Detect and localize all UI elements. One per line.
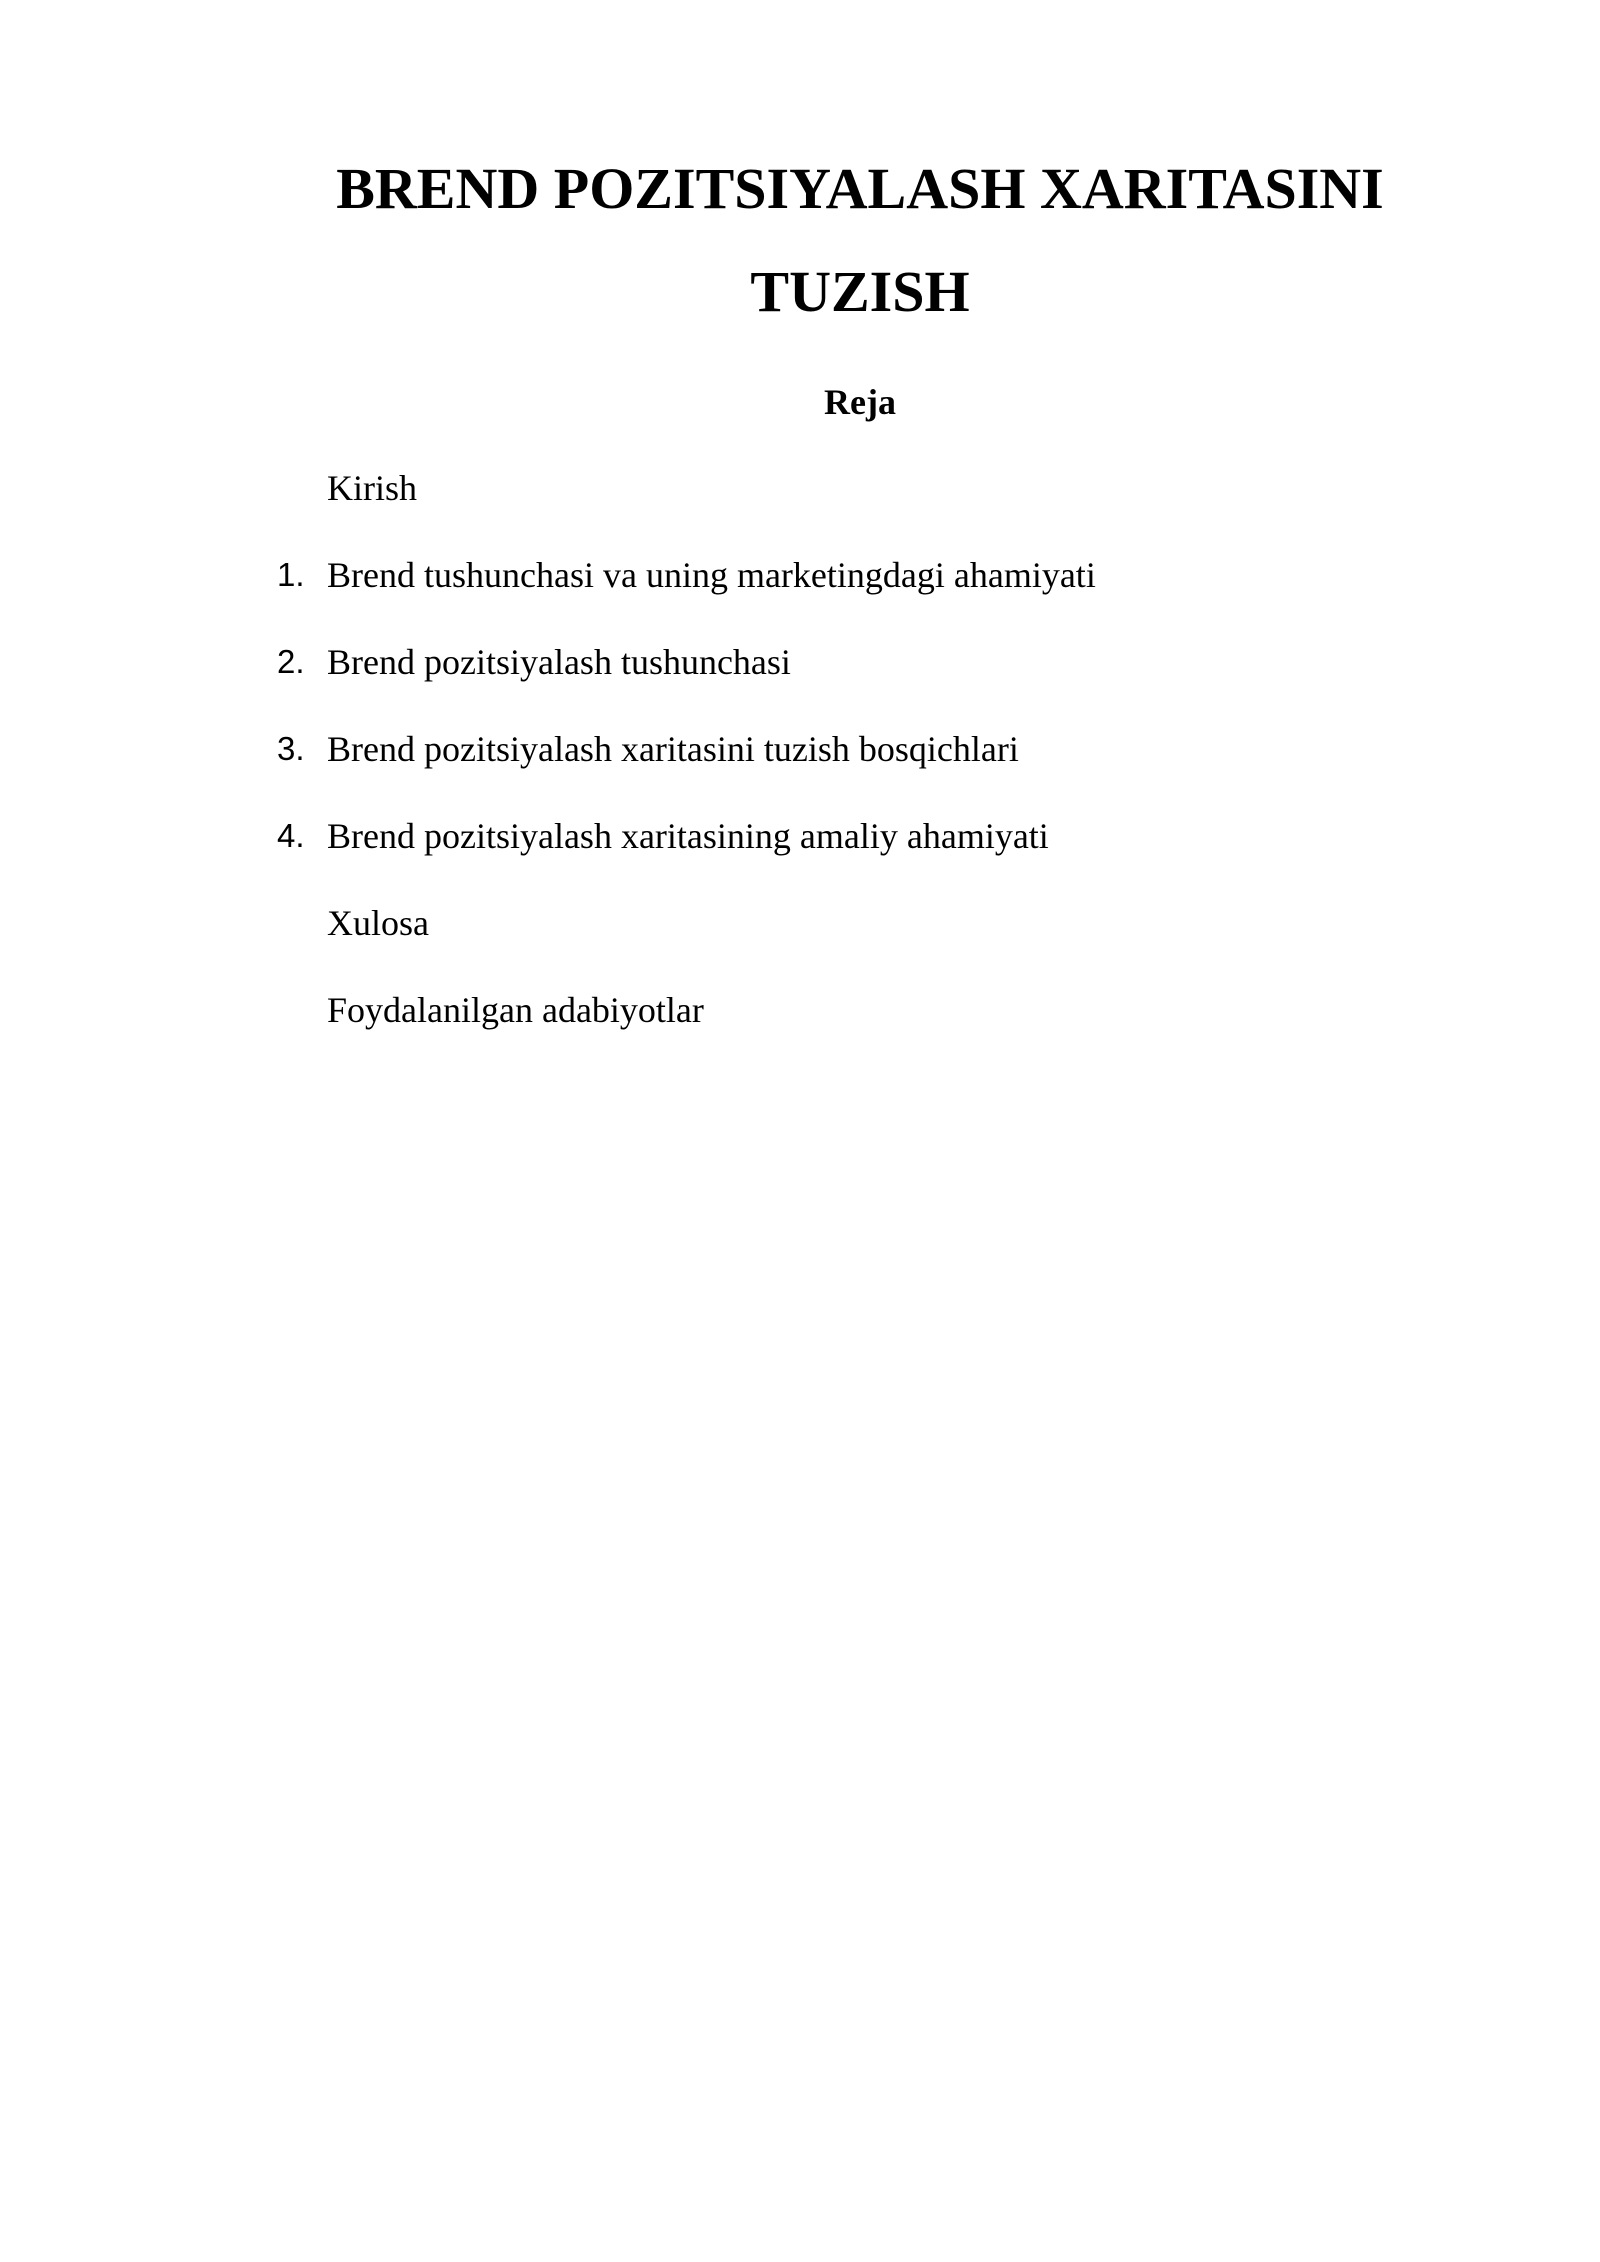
toc-item-number: 1. [277,556,305,593]
toc-item-text: Brend pozitsiyalash xaritasining amaliy ahamiyati [327,816,1049,856]
toc-item-text: Xulosa [327,903,429,943]
toc-item-text: Foydalanilgan adabiyotlar [327,990,704,1030]
toc-item-number: 4. [277,817,305,854]
toc-item-text: Brend tushunchasi va uning marketingdagi ahamiyati [327,555,1096,595]
toc-item-text: Brend pozitsiyalash tushunchasi [327,642,791,682]
document-title-line-2: TUZISH [750,259,970,324]
toc-item-number: 2. [277,643,305,680]
plan-heading: Reja [824,382,896,422]
toc-item-number: 3. [277,730,305,767]
toc-item-text: Brend pozitsiyalash xaritasini tuzish bosqichlari [327,729,1019,769]
toc-item-text: Kirish [327,468,417,508]
document-title-line-1: BREND POZITSIYALASH XARITASINI [336,156,1384,221]
